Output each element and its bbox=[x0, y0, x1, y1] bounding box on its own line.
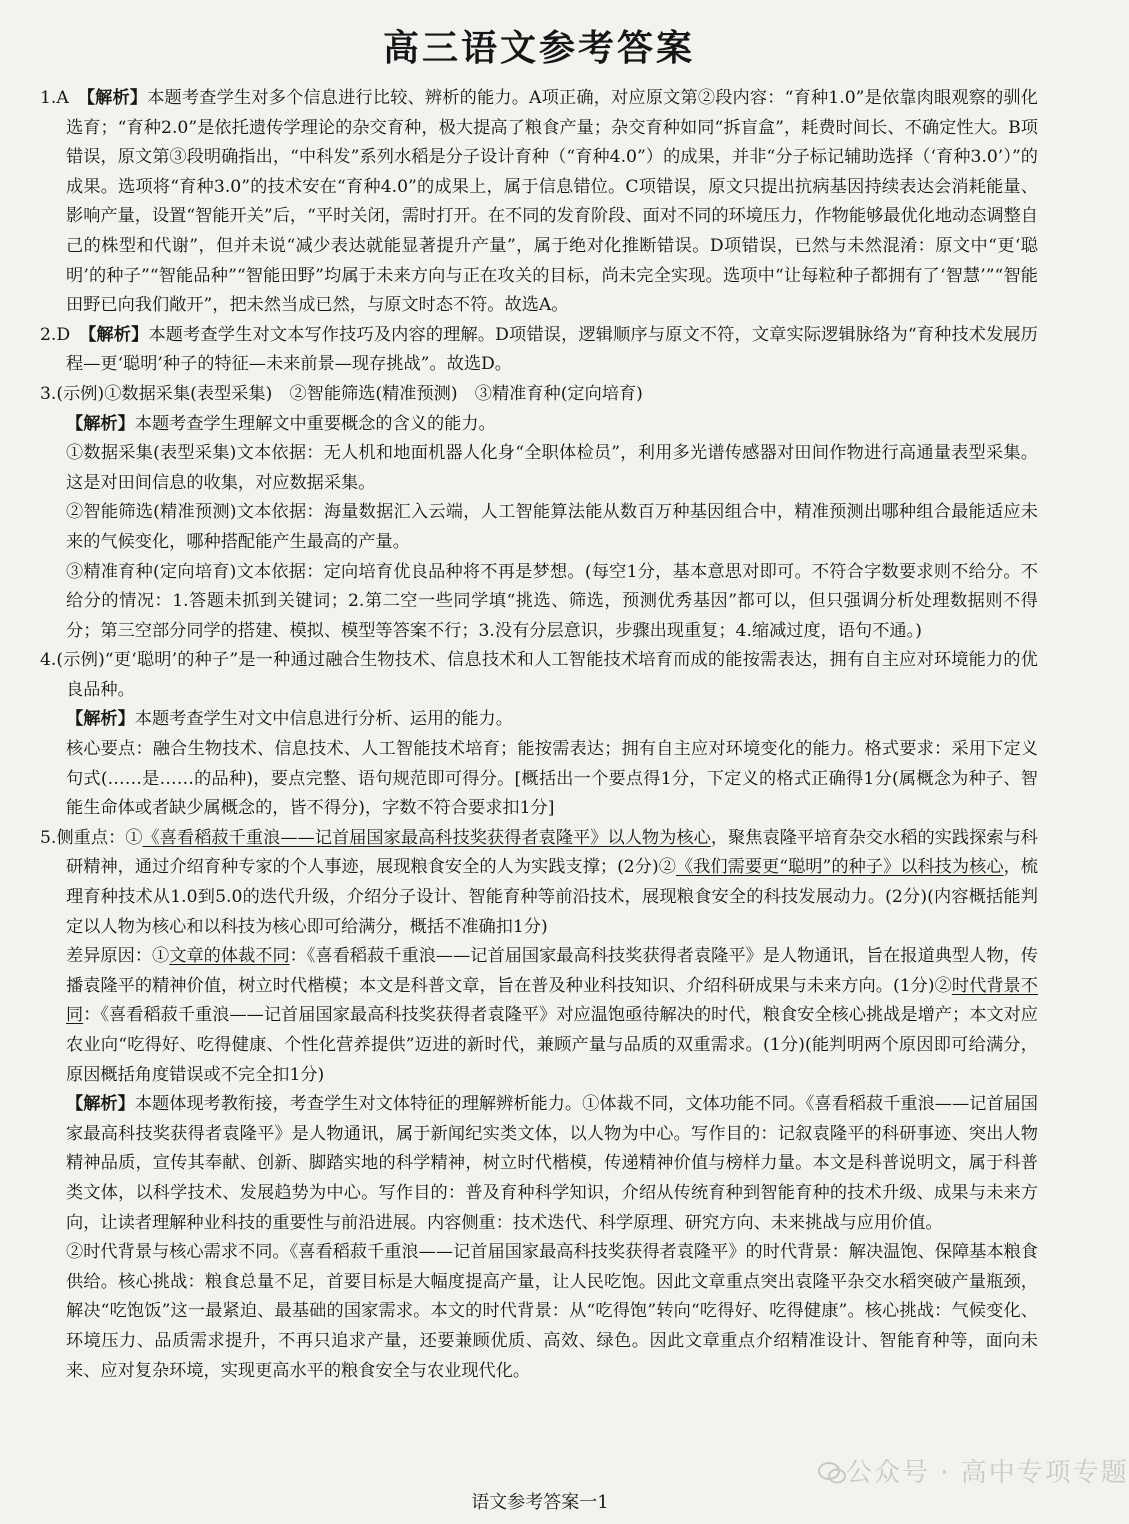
q5-focus-title-1: 《喜看稻菽千重浪——记首届国家最高科技奖获得者袁隆平》以人物为核心 bbox=[142, 827, 711, 848]
q2-analysis-text: 本题考查学生对文本写作技巧及内容的理解。D项错误，逻辑顺序与原文不符，文章实际逻辑脉络为“育种技术发展历程—更‘聪明’种子的特征—未来前景—现存挑战”。故选D。 bbox=[66, 324, 1038, 375]
q4-number: 4. bbox=[40, 650, 57, 671]
watermark bbox=[818, 1452, 1129, 1489]
q3-answer: (示例)①数据采集(表型采集) ②智能筛选(精准预测) ③精准育种(定向培育) bbox=[56, 383, 643, 404]
question-4 bbox=[40, 646, 1038, 705]
q5-focus-title-2: 《我们需要更“聪明”的种子》以科技为核心 bbox=[675, 857, 1004, 878]
question-5 bbox=[40, 824, 1038, 942]
q1-number: 1.A bbox=[40, 88, 69, 108]
q5-diff-title-2: 时代背景不同 bbox=[66, 975, 1038, 1026]
page-footer: 语文参考答案一1 bbox=[471, 1492, 609, 1513]
q3-analysis bbox=[40, 410, 1038, 440]
question-1 bbox=[40, 84, 1038, 321]
q4-answer: (示例)“更‘聪明’的种子”是一种通过融合生物技术、信息技术和人工智能技术培育而成的能按需表达，拥有自主应对环境能力的优良品种。 bbox=[56, 650, 1038, 700]
q5-analysis-tag: 【解析】 bbox=[66, 1094, 135, 1115]
q2-analysis-tag: 【解析】 bbox=[87, 324, 149, 345]
q3-analysis-tag: 【解析】 bbox=[66, 413, 135, 434]
q5-analysis-1 bbox=[40, 1090, 1038, 1238]
q5-analysis-text-1: 本题体现考教衔接，考查学生对文体特征的理解辨析能力。①体裁不同，文体功能不同。《喜看稻菽千重浪——记首届国家最高科技奖获得者袁隆平》是人物通讯，属于新闻纪实类文体，以人物为中心。写作目的：记叙袁隆平的科研事迹、突出人物精神品质，宣传其奉献、创新、脚踏实地的科学精神，树立时代楷模，传递精神价值与榜样力量。本文是科普说明文，属于科普类文体，以科学技术、发展趋势为中心。写作目的：普及育种科学知识，介绍从传统育种到智能育种的技术升级、成果与未来方向，让读者理解种业科技的重要性与前沿进展。内容侧重：技术迭代、科学原理、研究方向、未来挑战与应用价值。 bbox=[66, 1094, 1038, 1233]
q4-analysis bbox=[40, 705, 1038, 735]
watermark-text: 公众号 · 高中专项专题 bbox=[846, 1458, 1129, 1488]
q3-point-2: ②智能筛选(精准预测)文本依据：海量数据汇入云端，人工智能算法能从数百万种基因组合中，精准预测出哪种组合最能适应未来的气候变化，哪种搭配能产生最高的产量。 bbox=[66, 502, 1038, 552]
q3-number: 3. bbox=[40, 383, 57, 404]
q4-analysis-tag: 【解析】 bbox=[66, 709, 135, 730]
q5-diff-title-1: 文章的体裁不同 bbox=[169, 946, 290, 967]
q5-focus-text-2: ，梳理育种技术从1.0到5.0的迭代升级，介绍分子设计、智能育种等前沿技术，展现粮食安全的科技发展动力。(2分)(内容概括能判定以人物为核心和以科技为核心即可给满分，概括不准确扣1分) bbox=[66, 857, 1038, 937]
q5-focus-text-1: ，聚焦袁隆平培育杂交水稻的实践探索与科研精神，通过介绍育种专家的个人事迹，展现粮食安全的人为实践支撑；(2分)② bbox=[66, 827, 1038, 878]
q5-diff-label: 差异原因：① bbox=[66, 946, 170, 967]
q5-analysis-2: ②时代背景与核心需求不同。《喜看稻菽千重浪——记首届国家最高科技奖获得者袁隆平》的时代背景：解决温饱、保障基本粮食供给。核心挑战：粮食总量不足，首要目标是大幅度提高产量，让人民吃饱。因此文章重点突出袁隆平杂交水稻突破产量瓶颈，解决“吃饱饭”这一最紧迫、最基础的国家需求。本文的时代背景：从“吃得饱”转向“吃得好、吃得健康”。核心挑战：气候变化、环境压力、品质需求提升，不再只追求产量，还要兼顾优质、高效、绿色。因此文章重点介绍精准设计、智能育种等，面向未来、应对复杂环境，实现更高水平的粮食安全与农业现代化。 bbox=[66, 1242, 1038, 1381]
wechat-icon bbox=[818, 1461, 846, 1483]
q5-focus-label: 侧重点：① bbox=[56, 827, 143, 848]
q5-diff-text-2: ：《喜看稻菽千重浪——记首届国家最高科技奖获得者袁隆平》对应温饱亟待解决的时代，粮食安全核心挑战是增产；本文对应农业向“吃得好、吃得健康、个性化营养提供”迈进的新时代，兼顾产量与品质的双重需求。(1分)(能判明两个原因即可给满分，原因概括角度错误或不完全扣1分) bbox=[66, 1005, 1038, 1085]
q3-analysis-text: 本题考查学生理解文中重要概念的含义的能力。 bbox=[134, 413, 496, 434]
q4-detail: 核心要点：融合生物技术、信息技术、人工智能技术培育；能按需表达；拥有自主应对环境变化的能力。格式要求：采用下定义句式(……是……的品种)，要点完整、语句规范即可得分。[概括出一个要点得1分，下定义的格式正确得1分(属概念为种子、智能生命体或者缺少属概念的，皆不得分)，字数不符合要求扣1分] bbox=[66, 739, 1038, 819]
question-3 bbox=[40, 380, 1038, 410]
q3-point-3: ③精准育种(定向培育)文本依据：定向培育优良品种将不再是梦想。(每空1分，基本意思对即可。不符合字数要求则不给分。不给分的情况：1.答题未抓到关键词；2.第二空一些同学填“挑选、筛选，预测优秀基因”都可以，但只强调分析处理数据则不得分；第三空部分同学的搭建、模拟、模型等答案不行；3.没有分层意识，步骤出现重复；4.缩减过度，语句不通。) bbox=[66, 561, 1038, 641]
q1-analysis-text: 本题考查学生对多个信息进行比较、辨析的能力。A项正确，对应原文第②段内容：“育种1.0”是依靠肉眼观察的驯化选育；“育种2.0”是依托遗传学理论的杂交育种，极大提高了粮食产量；杂交育种如同“拆盲盒”，耗费时间长、不确定性大。B项错误，原文第③段明确指出，“中科发”系列水稻是分子设计育种（“育种4.0”）的成果，并非“分子标记辅助选择（‘育种3.0’）”的成果。选项将“育种3.0”的技术安在“育种4.0”的成果上，属于信息错位。C项错误，原文只提出抗病基因持续表达会消耗能量、影响产量，设置“智能开关”后，“平时关闭，需时打开。在不同的发育阶段、面对不同的环境压力，作物能够最优化地动态调整自己的株型和代谢”，但并未说“减少表达就能显著提升产量”，属于绝对化推断错误。D项错误，已然与未然混淆：原文中“更‘聪明’的种子”“智能品种”“智能田野”均属于未来方向与正在攻关的目标，尚未完全实现。选项中“让每粒种子都拥有了‘智慧’”“智能田野已向我们敞开”，把未然当成已然，与原文时态不符。故选A。 bbox=[66, 88, 1038, 316]
q3-point-1: ①数据采集(表型采集)文本依据：无人机和地面机器人化身“全职体检员”，利用多光谱传感器对田间作物进行高通量表型采集。这是对田间信息的收集，对应数据采集。 bbox=[66, 443, 1038, 493]
q5-diff-text-1: ：《喜看稻菽千重浪——记首届国家最高科技奖获得者袁隆平》是人物通讯，旨在报道典型人物，传播袁隆平的精神价值，树立时代楷模；本文是科普文章，旨在普及种业科技知识、介绍科研成果与未来方向。(1分)② bbox=[66, 946, 1038, 996]
q5-difference bbox=[40, 942, 1038, 1090]
page-title: 高三语文参考答案 bbox=[382, 27, 695, 69]
q5-number: 5. bbox=[40, 827, 57, 848]
question-2 bbox=[40, 321, 1038, 380]
q1-analysis-tag: 【解析】 bbox=[86, 88, 148, 108]
answer-content bbox=[40, 84, 1038, 1386]
q4-analysis-text: 本题考查学生对文中信息进行分析、运用的能力。 bbox=[134, 709, 513, 730]
q2-number: 2.D bbox=[40, 324, 71, 345]
